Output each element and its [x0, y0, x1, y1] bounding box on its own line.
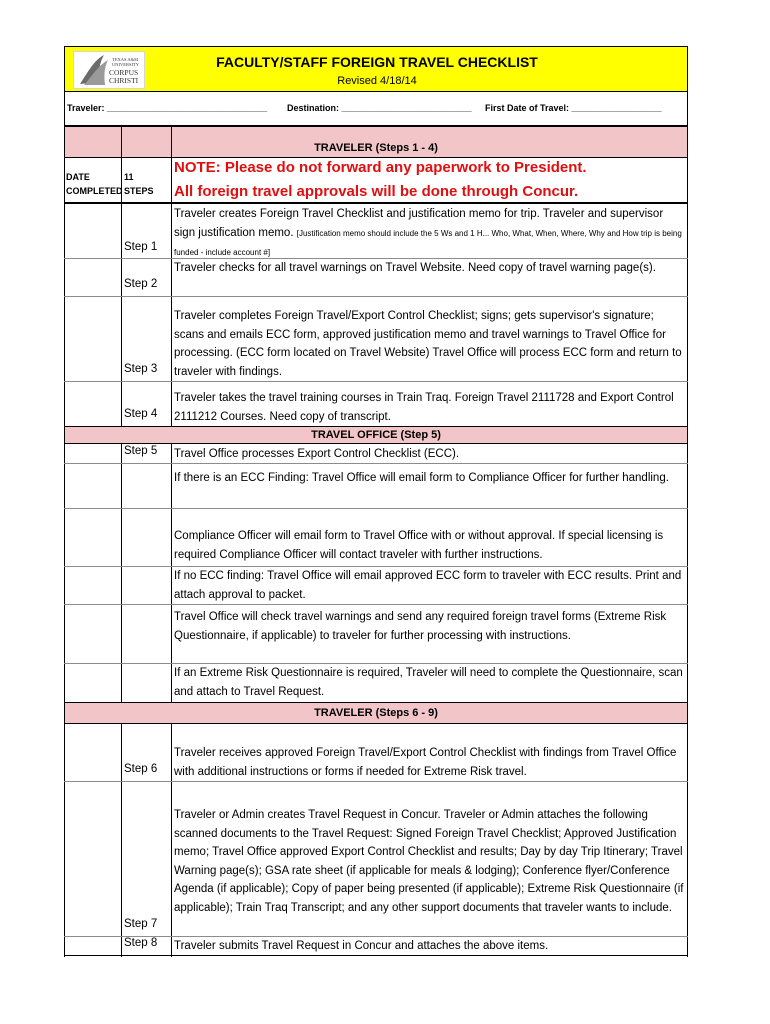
step-1-main: Traveler creates Foreign Travel Checklist and justification memo for trip. Traveler and supervisor sign justification memo. [174, 208, 664, 239]
steps-header [124, 170, 170, 198]
note-line-2: All foreign travel approvals will be done through Concur. [174, 183, 579, 200]
step-4-text: Traveler takes the travel training courses in Train Traq. Foreign Travel 2111728 and Export Control 2111212 Courses. Need copy of transcript. [174, 392, 674, 423]
section-traveler-1-4: TRAVELER (Steps 1 - 4) [64, 126, 688, 158]
step-1-note: [Justification memo should include the 5 Ws and 1 H... Who, What, When, Where, Why and How trip is being funded - include account #] [174, 228, 682, 257]
steps-label: STEPS [124, 186, 154, 196]
step-8-text: Traveler submits Travel Request in Concur and attaches the above items. [174, 940, 549, 952]
step-3-label: Step 3 [124, 363, 158, 375]
step-2-text: Traveler checks for all travel warnings on Travel Website. Need copy of travel warning page(s). [174, 262, 656, 274]
step-3-text: Traveler completes Foreign Travel/Export Control Checklist; signs; gets supervisor's signature; scans and emails ECC form, approved justification memo and travel warnings to Travel Office for processing. (ECC form located on Travel Website) Travel Office will process ECC form and return to traveler with findings. [174, 310, 682, 378]
traveler-field-label[interactable]: Traveler: ________________________________ [67, 103, 268, 113]
divider [64, 126, 65, 957]
checklist-sheet [64, 46, 688, 957]
trip-info-line [64, 92, 688, 126]
svg-text:CORPUS: CORPUS [109, 68, 139, 77]
step-7-text: Traveler or Admin creates Travel Request in Concur. Traveler or Admin attaches the following scanned documents to the Travel Request: Signed Foreign Travel Checklist; Approved Justification memo; Travel Office approved Export Control Checklist and results; Day by day Trip Itinerary; Travel Warning page(s); GSA rate sheet (if applicable for meals & lodging); Conference flyer/Conference Agenda (if applicable); Copy of paper being presented (if applicable); Extreme Risk Questionnaire (if applicable); Train Traq Transcript; and any other support documents that traveler wants to include. [174, 809, 684, 914]
note-block [174, 156, 686, 204]
divider [64, 296, 688, 297]
divider [64, 463, 688, 464]
page-title: FACULTY/STAFF FOREIGN TRAVEL CHECKLIST [216, 54, 538, 70]
step-4-label: Step 4 [124, 408, 158, 420]
step-5-text: Travel Office processes Export Control Checklist (ECC). [174, 448, 460, 460]
step-5-extreme-risk: If an Extreme Risk Questionnaire is required, Traveler will need to complete the Questionnaire, scan and attach to Travel Request. [174, 667, 683, 698]
revised-date: Revised 4/18/14 [337, 75, 417, 87]
divider [64, 781, 688, 782]
completed-label: COMPLETED [66, 186, 123, 196]
divider [64, 508, 688, 509]
destination-field-label[interactable]: Destination: __________________________ [287, 103, 472, 113]
date-completed-header [66, 170, 123, 198]
section-travel-office-5: TRAVEL OFFICE (Step 5) [64, 426, 688, 444]
step-1-label: Step 1 [124, 241, 158, 253]
divider [64, 202, 688, 204]
divider [687, 126, 688, 957]
step-5-compliance: Compliance Officer will email form to Travel Office with or without approval. If special licensing is required Compliance Officer will contact traveler with further instructions. [174, 530, 664, 561]
svg-text:UNIVERSITY: UNIVERSITY [112, 62, 139, 67]
step-6-label: Step 6 [124, 763, 158, 775]
step-5-warnings: Travel Office will check travel warnings and send any required foreign travel forms (Extreme Risk Questionnaire, if applicable) to traveler for further processing with instructions. [174, 611, 667, 642]
divider [64, 604, 688, 605]
svg-text:CHRISTI: CHRISTI [109, 76, 139, 85]
divider [171, 126, 172, 957]
note-line-1: NOTE: Please do not forward any paperwork to President. [174, 159, 587, 176]
divider [64, 381, 688, 382]
step-1-text [174, 205, 686, 263]
step-5-ecc-finding: If there is an ECC Finding: Travel Office will email form to Compliance Officer for further handling. [174, 472, 669, 484]
header-banner [64, 46, 688, 92]
svg-text:TEXAS A&M: TEXAS A&M [112, 57, 139, 62]
step-5-no-finding: If no ECC finding: Travel Office will email approved ECC form to traveler with ECC results. Print and attach approval to packet. [174, 570, 682, 601]
section-traveler-6-9: TRAVELER (Steps 6 - 9) [64, 702, 688, 724]
step-2-label: Step 2 [124, 278, 158, 290]
step-6-text: Traveler receives approved Foreign Travel/Export Control Checklist with findings from Travel Office with additional instructions or forms if needed for Extreme Risk travel. [174, 747, 677, 778]
step-8-label: Step 8 [124, 937, 158, 949]
date-label: DATE [66, 172, 90, 182]
step-5-label: Step 5 [124, 445, 158, 457]
divider [64, 955, 688, 956]
first-date-field-label[interactable]: First Date of Travel: __________________ [485, 103, 662, 113]
step-7-label: Step 7 [124, 918, 158, 930]
steps-count: 11 [124, 172, 134, 182]
